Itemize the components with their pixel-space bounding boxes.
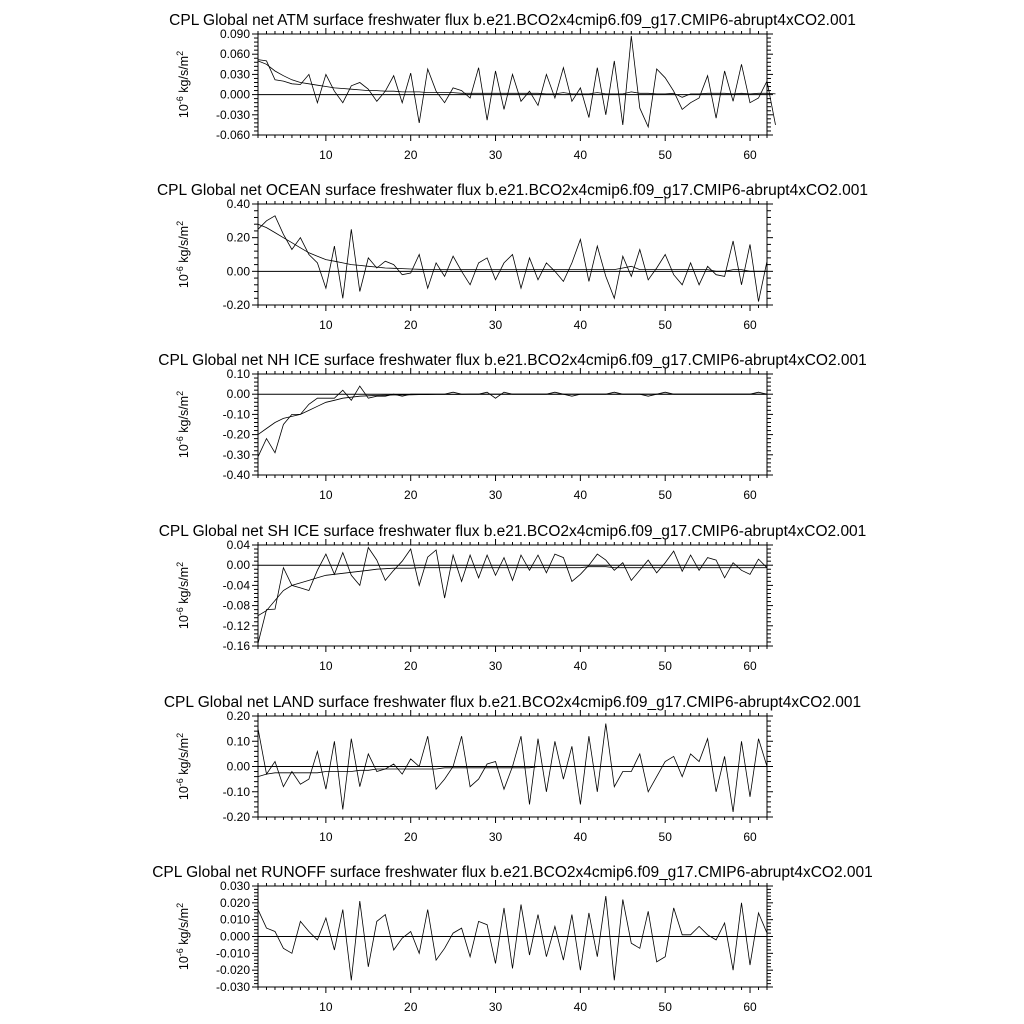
x-tick-label: 60 <box>743 148 757 162</box>
x-tick-label: 40 <box>573 659 588 673</box>
y-tick-label: -0.030 <box>215 980 250 994</box>
series-line-smoothed <box>258 567 767 616</box>
x-tick-label: 50 <box>658 318 672 332</box>
y-label-unit-exp: 2 <box>175 732 185 738</box>
y-label-base: 10 <box>177 786 191 801</box>
panel-4 <box>164 694 861 844</box>
x-tick-label: 40 <box>573 318 588 332</box>
x-tick-label: 10 <box>319 488 333 502</box>
y-tick-label: -0.20 <box>222 427 250 442</box>
y-label-base: 10 <box>177 615 191 630</box>
x-tick-label: 50 <box>658 1000 672 1014</box>
y-axis-label <box>175 903 191 970</box>
series-line-annual <box>258 548 767 644</box>
y-label-unit-exp: 2 <box>175 50 185 56</box>
x-tick-label: 50 <box>658 830 672 844</box>
x-tick-label: 30 <box>488 830 503 844</box>
plot-frame <box>258 374 767 475</box>
y-tick-label: -0.20 <box>222 810 250 824</box>
y-label-unit: kg/s/m <box>177 907 191 949</box>
y-label-exp: -6 <box>175 266 185 275</box>
y-label-unit: kg/s/m <box>177 737 191 779</box>
y-tick-label: -0.04 <box>222 578 250 593</box>
x-tick-label: 40 <box>573 1000 588 1014</box>
x-tick-label: 60 <box>743 659 757 673</box>
panel-1 <box>157 182 868 332</box>
x-tick-label: 60 <box>743 318 757 332</box>
panel-title: CPL Global net RUNOFF surface freshwater flux b.e21.BCO2x4cmip6.f09_g17.CMIP6-abrupt4xCO2.001 <box>152 864 873 881</box>
y-tick-label: 0.090 <box>219 27 250 41</box>
x-tick-label: 40 <box>573 148 588 162</box>
x-tick-label: 50 <box>658 659 672 673</box>
x-tick-label: 10 <box>319 318 333 332</box>
series-line-smoothed <box>258 767 767 777</box>
y-axis-label <box>175 221 191 288</box>
panel-title: CPL Global net NH ICE surface freshwater flux b.e21.BCO2x4cmip6.f09_g17.CMIP6-abrupt4xCO2.001 <box>158 352 867 369</box>
y-tick-label: -0.030 <box>215 107 250 122</box>
y-tick-label: 0.20 <box>226 230 250 245</box>
x-tick-label: 30 <box>488 659 503 673</box>
x-tick-label: 30 <box>488 318 503 332</box>
y-axis-label <box>175 733 191 800</box>
y-tick-label: 0.20 <box>226 709 250 723</box>
y-tick-label: 0.10 <box>226 734 250 749</box>
y-tick-label: -0.40 <box>222 468 250 482</box>
y-tick-label: 0.000 <box>219 87 250 102</box>
x-tick-label: 60 <box>743 1000 757 1014</box>
panel-title: CPL Global net SH ICE surface freshwater flux b.e21.BCO2x4cmip6.f09_g17.CMIP6-abrupt4xCO2.001 <box>158 523 867 540</box>
y-tick-label: 0.10 <box>226 367 250 381</box>
y-label-exp: -6 <box>175 948 185 957</box>
x-tick-label: 60 <box>743 488 757 502</box>
y-tick-label: 0.030 <box>219 879 250 893</box>
y-label-unit: kg/s/m <box>177 566 191 608</box>
y-label-base: 10 <box>177 444 191 459</box>
x-tick-label: 30 <box>488 488 503 502</box>
x-tick-label: 20 <box>404 148 418 162</box>
panel-5 <box>152 864 873 1014</box>
x-tick-label: 20 <box>404 318 418 332</box>
x-tick-label: 50 <box>658 148 672 162</box>
y-label-base: 10 <box>177 274 191 289</box>
y-label-exp: -6 <box>175 96 185 105</box>
y-tick-label: -0.16 <box>222 639 250 653</box>
y-tick-label: 0.00 <box>226 558 250 573</box>
series-line-annual <box>258 216 767 302</box>
plot-frame <box>258 34 767 135</box>
y-tick-label: 0.020 <box>219 895 250 910</box>
x-tick-label: 20 <box>404 488 418 502</box>
panel-2 <box>158 352 866 502</box>
y-tick-label: -0.020 <box>215 963 250 978</box>
panel-title: CPL Global net LAND surface freshwater flux b.e21.BCO2x4cmip6.f09_g17.CMIP6-abrupt4xCO2.001 <box>163 694 862 711</box>
x-tick-label: 10 <box>319 659 333 673</box>
panel-title: CPL Global net OCEAN surface freshwater flux b.e21.BCO2x4cmip6.f09_g17.CMIP6-abrupt4xCO2.001 <box>156 182 869 199</box>
y-label-base: 10 <box>177 104 191 119</box>
series-line-smoothed <box>258 61 776 97</box>
y-tick-label: -0.060 <box>215 128 250 142</box>
y-label-unit-exp: 2 <box>175 902 185 908</box>
series-line-annual <box>258 896 767 980</box>
x-tick-label: 50 <box>658 488 672 502</box>
y-label-unit-exp: 2 <box>175 390 185 396</box>
series-line-smoothed <box>258 394 767 434</box>
y-tick-label: 0.060 <box>219 47 250 62</box>
y-tick-label: 0.030 <box>219 67 250 82</box>
y-tick-label: -0.12 <box>222 618 250 633</box>
panel-3 <box>159 523 867 673</box>
y-label-base: 10 <box>177 956 191 971</box>
y-tick-label: -0.10 <box>222 407 250 422</box>
y-label-unit: kg/s/m <box>177 395 191 437</box>
x-tick-label: 20 <box>404 1000 418 1014</box>
x-tick-label: 40 <box>573 830 588 844</box>
y-label-exp: -6 <box>175 436 185 445</box>
y-tick-label: 0.04 <box>226 538 250 552</box>
y-tick-label: 0.00 <box>226 759 250 774</box>
x-tick-label: 60 <box>743 830 757 844</box>
x-tick-label: 10 <box>319 148 333 162</box>
y-axis-label <box>175 51 191 118</box>
y-label-exp: -6 <box>175 778 185 787</box>
y-tick-label: -0.30 <box>222 447 250 462</box>
x-tick-label: 20 <box>404 830 418 844</box>
y-label-unit-exp: 2 <box>175 561 185 567</box>
panel-0 <box>169 12 856 162</box>
y-tick-label: -0.20 <box>222 298 250 312</box>
x-tick-label: 40 <box>573 488 588 502</box>
y-label-exp: -6 <box>175 607 185 616</box>
series-line-annual <box>258 36 776 127</box>
x-tick-label: 10 <box>319 1000 333 1014</box>
y-axis-label <box>175 391 191 458</box>
y-label-unit-exp: 2 <box>175 220 185 226</box>
x-tick-label: 10 <box>319 830 333 844</box>
y-tick-label: -0.010 <box>215 946 250 961</box>
y-tick-label: 0.40 <box>226 197 250 211</box>
panel-title: CPL Global net ATM surface freshwater flux b.e21.BCO2x4cmip6.f09_g17.CMIP6-abrupt4xCO2.001 <box>169 12 856 29</box>
x-tick-label: 30 <box>488 1000 503 1014</box>
y-tick-label: -0.10 <box>222 784 250 799</box>
y-tick-label: 0.00 <box>226 264 250 279</box>
y-tick-label: 0.00 <box>226 387 250 402</box>
y-tick-label: -0.08 <box>222 598 250 613</box>
x-tick-label: 20 <box>404 659 418 673</box>
x-tick-label: 30 <box>488 148 503 162</box>
y-axis-label <box>175 562 191 629</box>
y-label-unit: kg/s/m <box>177 225 191 267</box>
series-line-annual <box>258 386 767 457</box>
y-label-unit: kg/s/m <box>177 55 191 97</box>
y-tick-label: 0.010 <box>219 912 250 927</box>
y-tick-label: 0.000 <box>219 929 250 944</box>
plot-frame <box>258 545 767 646</box>
